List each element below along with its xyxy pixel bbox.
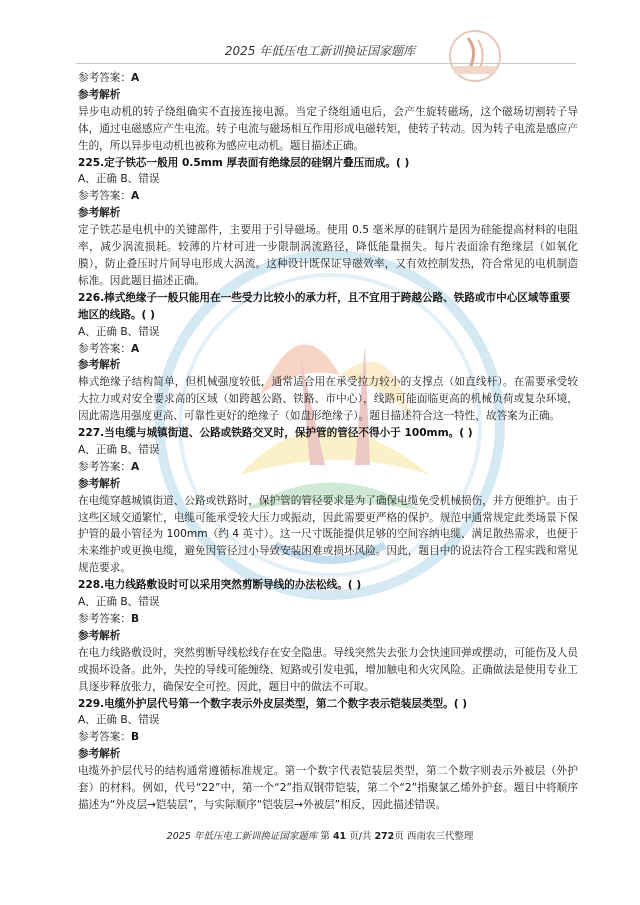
answer-options: A、正确 B、错误 (78, 173, 160, 186)
answer-line (78, 70, 578, 87)
explanation-text: 异步电动机的转子绕组确实不直接连接电源。当定子绕组通电后，会产生旋转磁场，这个磁场切割转子导体，通过电磁感应产生电流。转子电流与磁场相互作用形成电磁转矩，使转子转动。因为转子电流是感应产生的，所以异步电动机也被称为感应电动机。题目描述正确。 (78, 105, 578, 152)
answer-label: 参考答案： (78, 731, 131, 744)
explanation-text: 定子铁芯是电机中的关键部件，主要用于引导磁场。使用 0.5 毫米厚的硅钢片是因为硅能提高材料的电阻率，减少涡流损耗。较薄的片材可进一步限制涡流路径，降低能量损失。每片表面涂有绝缘层（如氧化膜），防止叠压时片间导电形成大涡流。这种设计既保证导磁效率，又有效控制发热，符合常见的电机制造标准。因此题目描述正确。 (78, 224, 578, 287)
question-text: 225.定子铁芯一般用 0.5mm 厚表面有绝缘层的硅钢片叠压而成。( ) (78, 156, 410, 169)
answer-line (78, 611, 578, 628)
answer-label: 参考答案： (78, 342, 131, 355)
page-header-title: 2025 年低压电工新训换证国家题库 (224, 44, 416, 58)
footer-org: 西南农三代整理 (406, 831, 474, 842)
explanation-heading: 参考解析 (78, 359, 121, 372)
answer-line (78, 459, 578, 476)
answer-label: 参考答案： (78, 613, 131, 625)
answer-options: A、正确 B、错误 (78, 596, 160, 609)
answer-label: 参考答案： (78, 190, 131, 203)
answer-value: B (130, 731, 140, 744)
answer-line (78, 188, 578, 205)
explanation-text: 棒式绝缘子结构简单，但机械强度较低，通常适合用在承受拉力较小的支撑点（如直线杆）。在需要承受较大拉力或对安全要求高的区域（如跨越公路、铁路、市中心），线路可能面临更高的机械负荷或复杂环境，因此需选用强度更高、可靠性更好的绝缘子（如盘形绝缘子）。题目描述符合这一特性，故答案为正确。 (78, 376, 578, 423)
question-text: 228.电力线路敷设时可以采用突然剪断导线的办法松线。( ) (78, 579, 362, 592)
footer-page-suffix: 页 (394, 831, 404, 842)
explanation-heading: 参考解析 (78, 477, 121, 490)
explanation-text: 在电力线路敷设时，突然剪断导线松线存在安全隐患。导线突然失去张力会快速回弹或摆动，可能伤及人员或损坏设备。此外，失控的导线可能缠绕、短路或引发电弧，增加触电和火灾风险。正确做法是使用专业工具逐步释放张力，确保安全可控。因此，题目中的做法不可取。 (78, 646, 578, 693)
footer-page-number: 41 (332, 831, 347, 842)
answer-line (78, 341, 578, 358)
answer-value: A (130, 342, 140, 355)
explanation-heading: 参考解析 (78, 629, 121, 642)
answer-options: A、正确 B、错误 (78, 714, 160, 727)
answer-options: A、正确 B、错误 (78, 325, 160, 338)
footer-page-prefix: 第 (320, 831, 330, 842)
explanation-heading: 参考解析 (78, 88, 121, 101)
explanation-text: 在电缆穿越城镇街道、公路或铁路时，保护管的管径要求是为了确保电缆免受机械损伤，并方便维护。由于这些区域交通繁忙，电缆可能承受较大压力或振动，因此需要更严格的保护。规范中通常规定此类场景下保护管的最小管径为 100mm（约 4 英寸）。这一尺寸既能提供足够的空间容纳电缆、满足散热需求，也便于未来维护或更换电缆，避免因管径过小导致安装困难或损坏风险。因此，题目中的说法符合工程实践和常见规范要求。 (78, 494, 578, 575)
explanation-text: 电缆外护层代号的结构通常遵循标准规定。第一个数字代表铠装层类型，第二个数字则表示外被层（外护套）的材料。例如，代号“22”中，第一个“2”指双钢带铠装，第二个“2”指聚氯乙烯外护套。题目中将顺序描述为“外皮层→铠装层”，与实际顺序“铠装层→外被层”相反，因此描述错误。 (78, 765, 578, 811)
answer-value: A (130, 72, 140, 84)
footer-page-mid: 页/共 (349, 831, 372, 842)
explanation-heading: 参考解析 (78, 748, 121, 761)
answer-value: A (130, 190, 140, 203)
page-footer (0, 828, 640, 842)
question-text: 226.棒式绝缘子一般只能用在一些受力比较小的承力杆，且不宜用于跨越公路、铁路或市中心区域等重要地区的线路。( ) (78, 291, 571, 321)
answer-value: B (130, 613, 140, 625)
answer-line (78, 729, 578, 746)
question-text: 229.电缆外护层代号第一个数字表示外皮层类型，第二个数字表示铠装层类型。( ) (78, 697, 468, 710)
answer-label: 参考答案： (78, 72, 131, 84)
answer-value: A (130, 460, 140, 473)
answer-label: 参考答案： (78, 460, 131, 473)
question-content (78, 70, 578, 814)
answer-options: A、正确 B、错误 (78, 443, 160, 456)
question-text: 227.当电缆与城镇街道、公路或铁路交叉时，保护管的管径不得小于 100mm。( ) (78, 427, 473, 440)
footer-total-pages: 272 (374, 831, 395, 842)
footer-title: 2025 年低压电工新训换证国家题库 (166, 831, 318, 842)
explanation-heading: 参考解析 (78, 207, 121, 220)
